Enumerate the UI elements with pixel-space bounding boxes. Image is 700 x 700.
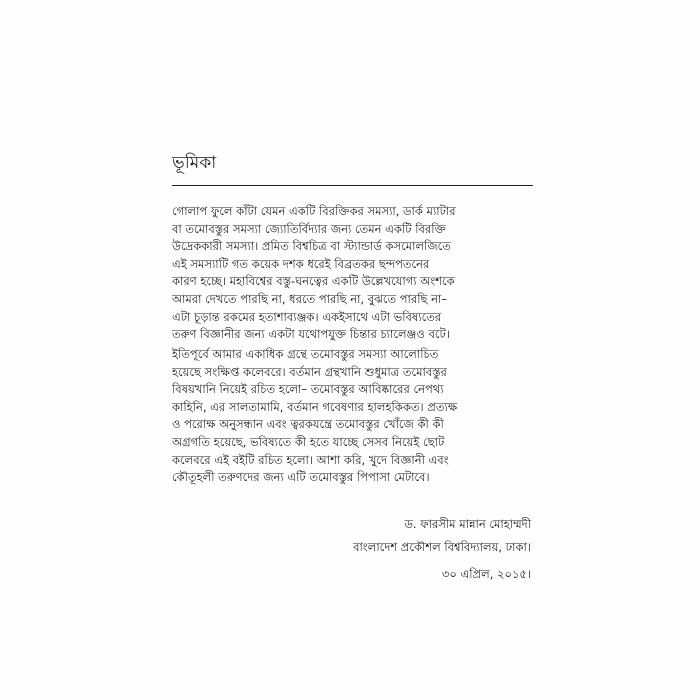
text-line: অগ্রগতি হয়েছে, ভবিষ্যতে কী হতে যাচ্ছে সেসব নিয়েই ছোট [172,434,445,449]
text-line: উদ্রেককারী সমস্যা। প্রমিত বিশ্বচিত্র বা স্ট্যান্ডার্ড কসমোলজিতে [172,239,451,254]
paragraph-1 [172,203,534,344]
text-line: হয়েছে সংক্ষিপ্ত কলেবরে। বর্তমান গ্রন্থখানি শুধুমাত্র তমোবস্তুর [172,364,447,379]
text-line: কৌতূহলী তরুণদের জন্য এটি তমোবস্তুর পিপাসা মেটাবে। [172,470,430,485]
text-line: গোলাপ ফুলে কাঁটা যেমন একটি বিরক্তিকর সমস্যা, ডার্ক ম্যাটার [172,204,456,218]
page-title: ভূমিকা [172,153,217,173]
text-line: তরুণ বিজ্ঞানীর জন্য একটা যথোপযুক্ত চিন্তার চ্যালেঞ্জও বটে। [172,327,450,342]
author-name: ড. ফারসীম মান্নান মোহাম্মদী [404,517,531,531]
text-line: এটা চূড়ান্ত রকমের হতাশাব্যঞ্জক। একইসাথে এটা ভবিষ্যতের [172,309,442,324]
text-line: কারণ হচ্ছে। মহাবিশ্বের বস্তু-ঘনত্বের একটি উল্লেখযোগ্য অংশকে [172,274,455,289]
text-line: বিষয়খানি নিয়েই রচিত হলো– তমোবস্তুর আবিষ্কারের নেপথ্য [172,382,444,397]
text-line: এই সমস্যাটি গত কয়েক দশক ধরেই বিব্রতকর ছন্দপতনের [172,256,430,271]
title-underline [172,185,533,186]
text-line: বা তমোবস্তুর সমস্যা জ্যোতির্বিদ্যার জন্য তেমন একটি বিরক্তি [172,221,446,236]
signature-date: ৩০ এপ্রিল, ২০১৫। [441,567,531,581]
text-line: ইতিপূর্বে আমার একাধিক গ্রন্থে তমোবস্তুর সমস্যা আলোচিত [172,347,439,361]
text-line: কাহিনি, এর সালতামামি, বর্তমান গবেষণার হালহকিকত। প্রত্যক্ষ [172,399,458,414]
text-line: ও পরোক্ষ অনুসন্ধান এবং ত্বরকযন্ত্রে তমোবস্তুর খোঁজে কী কী [172,417,444,432]
text-line: আমরা দেখতে পারছি না, ধরতে পারছি না, বুঝতে পারছি না– [172,291,448,306]
author-institution: বাংলাদেশ প্রকৌশল বিশ্ববিদ্যালয়, ঢাকা। [353,540,531,554]
text-line: কলেবরে এই বইটি রচিত হলো। আশা করি, খুদে বিজ্ঞানী এবং [172,452,449,467]
paragraph-2 [172,346,534,487]
